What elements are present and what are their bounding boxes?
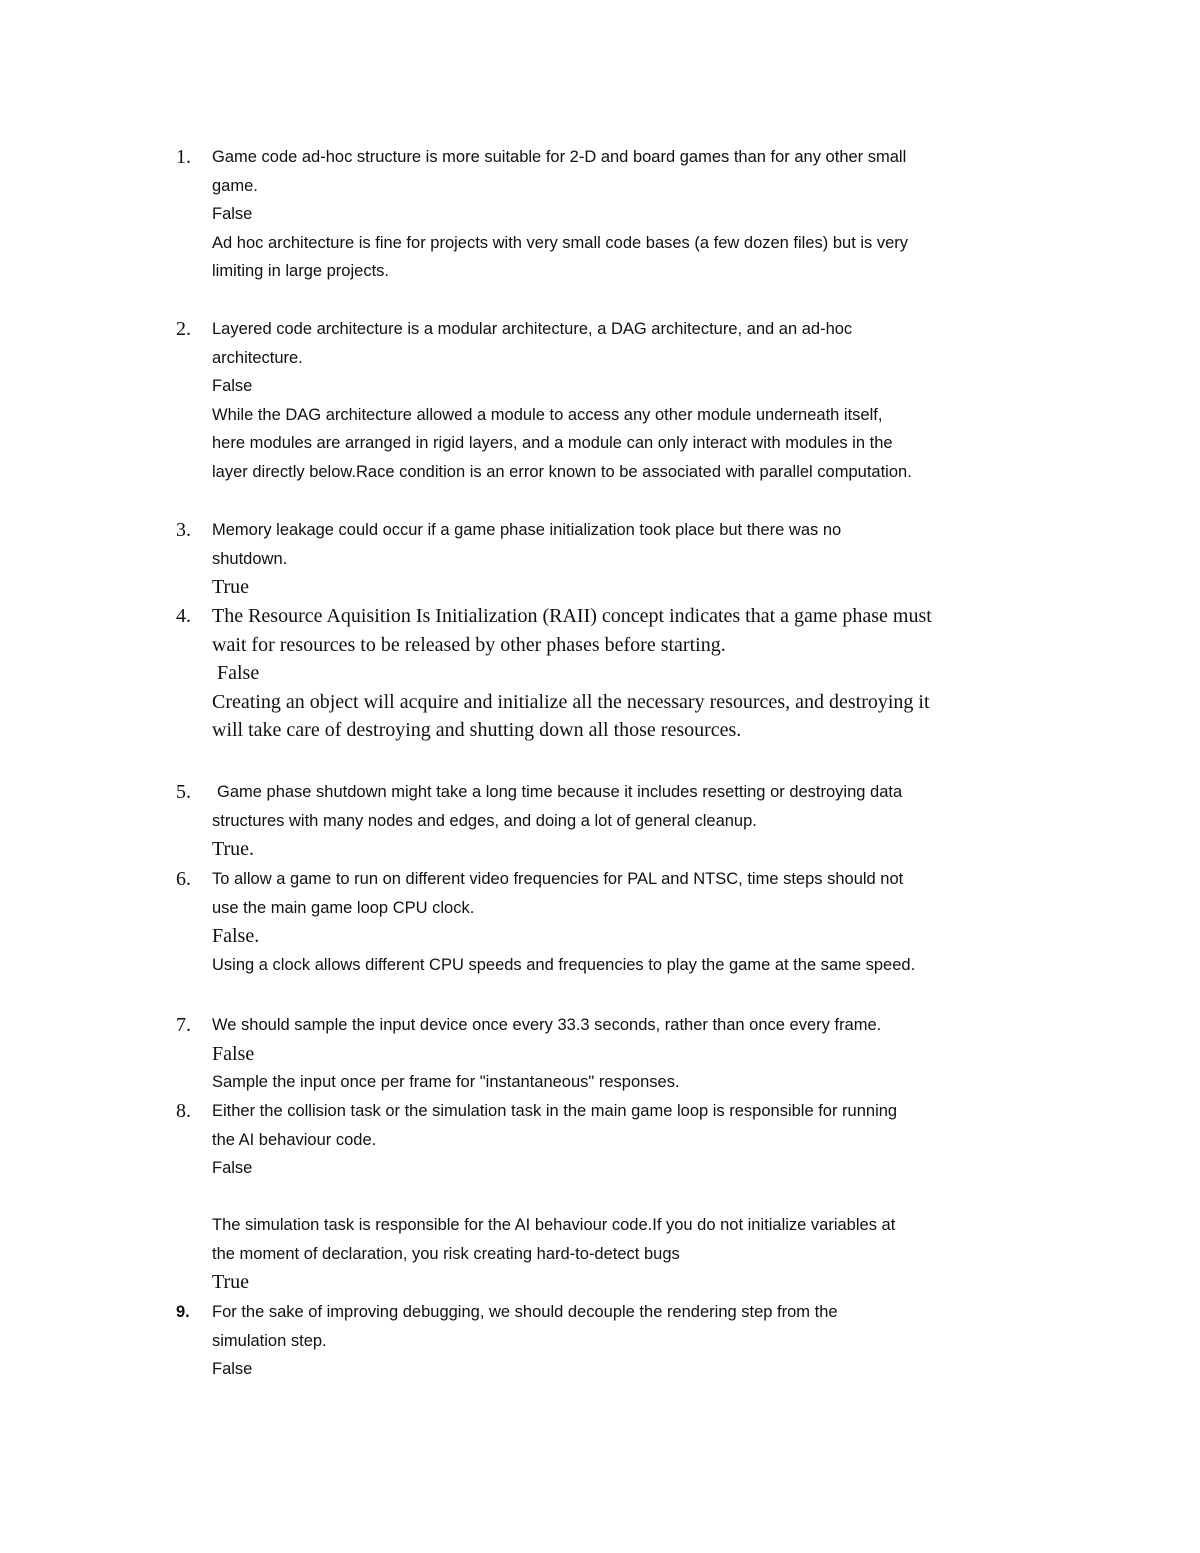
question-text-line: Either the collision task or the simulation task in the main game loop is responsible for running (212, 1102, 898, 1120)
question-text-line: Memory leakage could occur if a game phase initialization took place but there was no (212, 521, 842, 539)
explanation-line: will take care of destroying and shutting down all those resources. (212, 719, 742, 741)
question-text-line: architecture. (212, 348, 303, 367)
question-number: 1. (176, 146, 191, 168)
answer-label: True (212, 1271, 250, 1293)
answer-label: True. (212, 838, 255, 860)
answer-label: False (212, 1159, 253, 1177)
question-number: 5. (176, 781, 191, 803)
question-text-line: Game phase shutdown might take a long time because it includes resetting or destroying data (217, 783, 903, 801)
question-text-line: The Resource Aquisition Is Initialization (RAII) concept indicates that a game phase must (212, 605, 932, 627)
question-text-line: We should sample the input device once every 33.3 seconds, rather than once every frame. (212, 1016, 882, 1034)
question-number: 6. (176, 868, 191, 890)
explanation-line: the moment of declaration, you risk creating hard-to-detect bugs (212, 1244, 680, 1263)
blank-line (212, 1183, 1072, 1212)
question-text-line: game. (212, 176, 258, 195)
question-text-line: wait for resources to be released by other phases before starting. (212, 633, 726, 656)
question-number: 9. (176, 1303, 190, 1321)
explanation-line: While the DAG architecture allowed a module to access any other module underneath itself, (212, 405, 883, 424)
explanation-line: Creating an object will acquire and initialize all the necessary resources, and destroying it (212, 690, 930, 713)
question-text-line: For the sake of improving debugging, we should decouple the rendering step from the (212, 1303, 838, 1321)
explanation-line: here modules are arranged in rigid layers, and a module can only interact with modules in the (212, 434, 893, 452)
answer-label: False (217, 662, 260, 684)
explanation-line: Using a clock allows different CPU speeds and frequencies to play the game at the same speed. (212, 955, 916, 974)
question-text-line: Game code ad-hoc structure is more suitable for 2-D and board games than for any other small (212, 148, 907, 166)
question-number: 4. (176, 605, 191, 627)
question-number: 7. (176, 1014, 191, 1036)
question-text-line: structures with many nodes and edges, and doing a lot of general cleanup. (212, 811, 757, 830)
question-text-line: the AI behaviour code. (212, 1130, 377, 1149)
explanation-line: limiting in large projects. (212, 262, 389, 280)
question-number: 3. (176, 519, 191, 541)
answer-label: False (212, 1360, 253, 1378)
question-number: 8. (176, 1100, 191, 1122)
answer-label: False. (212, 925, 260, 947)
question-text-line: To allow a game to run on different video frequencies for PAL and NTSC, time steps should not (212, 870, 904, 888)
question-text-line: simulation step. (212, 1331, 327, 1350)
answer-label: False (212, 1042, 255, 1065)
explanation-line: Sample the input once per frame for "instantaneous" responses. (212, 1073, 680, 1091)
question-text-line: use the main game loop CPU clock. (212, 898, 475, 917)
explanation-line: The simulation task is responsible for the AI behaviour code.If you do not initialize variables at (212, 1216, 896, 1234)
question-text-line: shutdown. (212, 549, 288, 568)
question-text-line: Layered code architecture is a modular architecture, a DAG architecture, and an ad-hoc (212, 320, 853, 338)
answer-label: False (212, 205, 253, 223)
question-number: 2. (176, 318, 191, 340)
explanation-line: layer directly below.Race condition is an error known to be associated with parallel computation. (212, 462, 912, 481)
answer-label: True (212, 576, 250, 598)
explanation-line: Ad hoc architecture is fine for projects with very small code bases (a few dozen files) but is very (212, 233, 909, 252)
answer-label: False (212, 377, 253, 395)
